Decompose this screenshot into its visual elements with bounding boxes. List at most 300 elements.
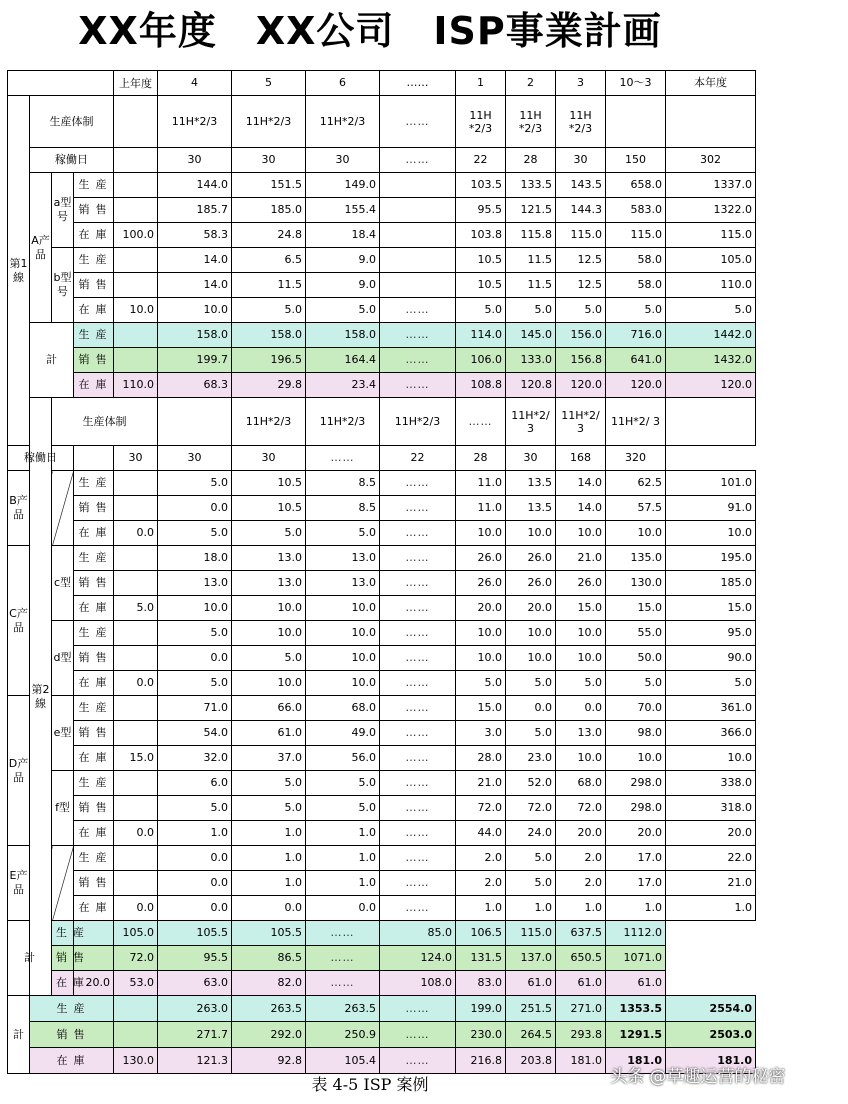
table-row — [8, 871, 756, 896]
value-cell: 0.0 — [114, 521, 158, 546]
value-cell — [114, 348, 158, 373]
value-cell — [114, 546, 158, 571]
value-cell: 164.4 — [306, 348, 380, 373]
product-b-label: B产品 — [8, 471, 30, 546]
table-row — [8, 273, 756, 298]
value-cell: …… — [380, 496, 456, 521]
kind-label: 生産 — [74, 323, 114, 348]
value-cell: 12.5 — [556, 273, 606, 298]
value-cell: 8.5 — [306, 471, 380, 496]
value-cell: 115.0 — [556, 223, 606, 248]
table-row — [8, 921, 756, 946]
table-caption: 表 4-5 ISP 案例 — [311, 1075, 429, 1094]
value-cell: 0.0 — [158, 646, 232, 671]
table-row — [8, 696, 756, 721]
days-cell: …… — [306, 446, 380, 471]
value-cell: 56.0 — [306, 746, 380, 771]
table-row — [8, 148, 756, 173]
value-cell: …… — [380, 996, 456, 1022]
value-cell — [380, 198, 456, 223]
value-cell: 11.5 — [506, 248, 556, 273]
value-cell: 137.0 — [506, 946, 556, 971]
value-cell: 5.0 — [158, 671, 232, 696]
value-cell: …… — [380, 846, 456, 871]
value-cell: …… — [380, 796, 456, 821]
value-cell: 5.0 — [506, 846, 556, 871]
value-cell: 10.0 — [506, 521, 556, 546]
value-cell: …… — [306, 946, 380, 971]
table-row — [8, 348, 756, 373]
product-c-label: C产品 — [8, 546, 30, 696]
value-cell: 5.0 — [158, 621, 232, 646]
sys-label: 生産体制 — [52, 398, 158, 446]
sys-cell — [158, 398, 232, 446]
table-row — [8, 96, 756, 148]
value-cell: 1.0 — [158, 821, 232, 846]
sys-cell: 11H*2/3 — [232, 398, 306, 446]
value-cell: 10.0 — [306, 596, 380, 621]
value-cell: 20.0 — [666, 821, 756, 846]
value-cell: 0.0 — [114, 821, 158, 846]
value-cell: 5.0 — [666, 298, 756, 323]
value-cell: …… — [380, 323, 456, 348]
value-cell: 298.0 — [606, 796, 666, 821]
kind-label: 生産 — [74, 546, 114, 571]
value-cell: 196.5 — [232, 348, 306, 373]
value-cell: 58.0 — [606, 248, 666, 273]
value-cell: 181.0 — [666, 1048, 756, 1074]
value-cell: 70.0 — [606, 696, 666, 721]
table-row — [8, 323, 756, 348]
value-cell: 1.0 — [232, 821, 306, 846]
days-cell: 30 — [232, 446, 306, 471]
value-cell: 10.0 — [556, 521, 606, 546]
value-cell: 61.0 — [232, 721, 306, 746]
value-cell: 17.0 — [606, 871, 666, 896]
value-cell: 52.0 — [506, 771, 556, 796]
value-cell: 26.0 — [506, 546, 556, 571]
value-cell: 361.0 — [666, 696, 756, 721]
value-cell: 149.0 — [306, 173, 380, 198]
value-cell: 10.0 — [666, 746, 756, 771]
days-cell: 168 — [556, 446, 606, 471]
value-cell: 293.8 — [556, 1022, 606, 1048]
table-row — [8, 596, 756, 621]
value-cell: …… — [380, 746, 456, 771]
value-cell: 23.4 — [306, 373, 380, 398]
column-header: …… — [380, 71, 456, 96]
kind-label: 生産 — [74, 173, 114, 198]
table-row — [8, 996, 756, 1022]
value-cell: 2.0 — [456, 846, 506, 871]
value-cell: 5.0 — [306, 298, 380, 323]
model-label: c型 — [52, 546, 74, 621]
value-cell: 1.0 — [606, 896, 666, 921]
value-cell: 21.0 — [666, 871, 756, 896]
value-cell: 10.0 — [158, 596, 232, 621]
value-cell: 24.8 — [232, 223, 306, 248]
value-cell: 120.0 — [666, 373, 756, 398]
value-cell — [114, 721, 158, 746]
value-cell: 1291.5 — [606, 1022, 666, 1048]
column-header: 1 — [456, 71, 506, 96]
value-cell: …… — [306, 971, 380, 996]
grand-total-label: 計 — [8, 996, 30, 1074]
value-cell: 85.0 — [380, 921, 456, 946]
value-cell: 17.0 — [606, 846, 666, 871]
value-cell: 145.0 — [506, 323, 556, 348]
value-cell: 0.0 — [158, 896, 232, 921]
value-cell: 21.0 — [556, 546, 606, 571]
table-row — [8, 896, 756, 921]
value-cell — [380, 173, 456, 198]
value-cell: 92.8 — [232, 1048, 306, 1074]
value-cell: 103.5 — [456, 173, 506, 198]
value-cell — [114, 621, 158, 646]
sys-cell: 11H*2/3 — [158, 96, 232, 148]
value-cell: 181.0 — [606, 1048, 666, 1074]
value-cell: 10.0 — [114, 298, 158, 323]
value-cell: 9.0 — [306, 273, 380, 298]
sys-cell: 11H*2/ 3 — [506, 398, 556, 446]
value-cell: 10.0 — [456, 646, 506, 671]
days-cell: 22 — [456, 148, 506, 173]
value-cell: 9.0 — [306, 248, 380, 273]
value-cell: 72.0 — [456, 796, 506, 821]
kind-label: 销售 — [74, 721, 114, 746]
table-row — [8, 1022, 756, 1048]
value-cell — [114, 323, 158, 348]
kind-label: 生産 — [74, 696, 114, 721]
value-cell: 133.0 — [506, 348, 556, 373]
value-cell: 61.0 — [606, 971, 666, 996]
days-cell: 302 — [666, 148, 756, 173]
value-cell: …… — [380, 571, 456, 596]
value-cell: 10.0 — [306, 671, 380, 696]
value-cell: 10.5 — [456, 273, 506, 298]
value-cell: 133.5 — [506, 173, 556, 198]
days-cell: 30 — [114, 446, 158, 471]
value-cell: 63.0 — [158, 971, 232, 996]
table-row — [8, 248, 756, 273]
value-cell: 95.0 — [666, 621, 756, 646]
value-cell: 0.0 — [306, 896, 380, 921]
value-cell: …… — [380, 821, 456, 846]
value-cell: 181.0 — [556, 1048, 606, 1074]
kind-label: 生産 — [74, 846, 114, 871]
value-cell: 130.0 — [114, 1048, 158, 1074]
value-cell: …… — [306, 921, 380, 946]
value-cell: 155.4 — [306, 198, 380, 223]
value-cell: 0.0 — [158, 871, 232, 896]
value-cell: 13.0 — [158, 571, 232, 596]
value-cell: 55.0 — [606, 621, 666, 646]
value-cell — [114, 871, 158, 896]
value-cell: 5.0 — [114, 596, 158, 621]
table-row — [8, 496, 756, 521]
sys-cell: 11H*2/ 3 — [606, 398, 666, 446]
column-header: 4 — [158, 71, 232, 96]
subtotal-label: 計 — [30, 323, 74, 398]
isp-plan-table — [7, 70, 756, 1074]
value-cell: 13.5 — [506, 496, 556, 521]
value-cell: 20.0 — [556, 821, 606, 846]
value-cell — [114, 796, 158, 821]
value-cell: 14.0 — [158, 273, 232, 298]
kind-label: 在庫 — [74, 596, 114, 621]
value-cell: 115.0 — [606, 223, 666, 248]
value-cell: …… — [380, 298, 456, 323]
table-row — [8, 398, 756, 446]
value-cell: 716.0 — [606, 323, 666, 348]
model-label: e型 — [52, 696, 74, 771]
value-cell: 1071.0 — [606, 946, 666, 971]
sys-cell — [666, 398, 756, 446]
column-header: 5 — [232, 71, 306, 96]
value-cell: 95.5 — [456, 198, 506, 223]
column-header: 6 — [306, 71, 380, 96]
kind-label: 在庫 — [74, 896, 114, 921]
kind-label: 销售 — [74, 571, 114, 596]
sys-label: 生産体制 — [30, 96, 114, 148]
value-cell: 5.0 — [506, 721, 556, 746]
value-cell: 0.0 — [506, 696, 556, 721]
column-header: 上年度 — [114, 71, 158, 96]
value-cell: 264.5 — [506, 1022, 556, 1048]
value-cell: 21.0 — [456, 771, 506, 796]
table-row — [8, 373, 756, 398]
value-cell: 10.0 — [456, 521, 506, 546]
value-cell: 10.5 — [232, 471, 306, 496]
column-header: 3 — [556, 71, 606, 96]
value-cell: 121.5 — [506, 198, 556, 223]
value-cell: …… — [380, 621, 456, 646]
kind-label: 生産 — [52, 921, 74, 946]
product-d-label: D产品 — [8, 696, 30, 846]
value-cell: 0.0 — [232, 896, 306, 921]
value-cell: 121.3 — [158, 1048, 232, 1074]
value-cell: 68.3 — [158, 373, 232, 398]
table-row — [8, 521, 756, 546]
value-cell: 1.0 — [666, 896, 756, 921]
value-cell: …… — [380, 896, 456, 921]
value-cell — [114, 771, 158, 796]
value-cell: 15.0 — [456, 696, 506, 721]
table-row — [8, 298, 756, 323]
value-cell: …… — [380, 646, 456, 671]
value-cell: 71.0 — [158, 696, 232, 721]
table-row — [8, 546, 756, 571]
value-cell: 24.0 — [506, 821, 556, 846]
value-cell: 120.0 — [556, 373, 606, 398]
value-cell: 5.0 — [456, 298, 506, 323]
table-body — [8, 71, 756, 1074]
table-row — [8, 846, 756, 871]
value-cell: 338.0 — [666, 771, 756, 796]
value-cell: 641.0 — [606, 348, 666, 373]
value-cell: 1.0 — [232, 871, 306, 896]
sys-cell: …… — [456, 398, 506, 446]
value-cell — [114, 696, 158, 721]
value-cell: …… — [380, 521, 456, 546]
value-cell: 10.0 — [306, 646, 380, 671]
value-cell: …… — [380, 596, 456, 621]
value-cell: 199.0 — [456, 996, 506, 1022]
value-cell: 2.0 — [556, 846, 606, 871]
value-cell: 10.0 — [556, 646, 606, 671]
value-cell: 61.0 — [556, 971, 606, 996]
value-cell: 5.0 — [306, 521, 380, 546]
line2-label: 第2線 — [30, 398, 52, 996]
value-cell: 110.0 — [114, 373, 158, 398]
value-cell: 110.0 — [666, 273, 756, 298]
value-cell: 5.0 — [506, 671, 556, 696]
kind-label: 销售 — [74, 646, 114, 671]
table-row — [8, 471, 756, 496]
value-cell: 72.0 — [556, 796, 606, 821]
value-cell: …… — [380, 546, 456, 571]
value-cell — [114, 248, 158, 273]
value-cell: 1337.0 — [666, 173, 756, 198]
value-cell: 105.5 — [232, 921, 306, 946]
days-cell: …… — [380, 148, 456, 173]
value-cell: 108.0 — [380, 971, 456, 996]
value-cell: 8.5 — [306, 496, 380, 521]
model-label: b型号 — [52, 248, 74, 323]
value-cell: 13.0 — [232, 546, 306, 571]
value-cell: 20.0 — [606, 821, 666, 846]
value-cell: 156.8 — [556, 348, 606, 373]
value-cell: 318.0 — [666, 796, 756, 821]
value-cell: 216.8 — [456, 1048, 506, 1074]
value-cell: 1322.0 — [666, 198, 756, 223]
value-cell: 5.0 — [232, 298, 306, 323]
days-cell: 150 — [606, 148, 666, 173]
days-label: 稼働日 — [30, 148, 114, 173]
value-cell — [114, 1022, 158, 1048]
days-cell: 22 — [380, 446, 456, 471]
model-label: f型 — [52, 771, 74, 846]
value-cell: 135.0 — [606, 546, 666, 571]
value-cell — [114, 173, 158, 198]
value-cell: 66.0 — [232, 696, 306, 721]
value-cell: 95.5 — [158, 946, 232, 971]
table-row — [8, 173, 756, 198]
sys-cell: 11H *2/3 — [556, 96, 606, 148]
value-cell: 108.8 — [456, 373, 506, 398]
diagonal-cell — [52, 846, 74, 921]
value-cell: 156.0 — [556, 323, 606, 348]
value-cell: 0.0 — [114, 896, 158, 921]
value-cell: 5.0 — [306, 771, 380, 796]
kind-label: 在庫 — [74, 521, 114, 546]
value-cell: 143.5 — [556, 173, 606, 198]
kind-label: 在庫 — [74, 223, 114, 248]
value-cell: 11.0 — [456, 471, 506, 496]
value-cell: 13.0 — [306, 571, 380, 596]
value-cell: 366.0 — [666, 721, 756, 746]
value-cell — [114, 471, 158, 496]
value-cell: 68.0 — [306, 696, 380, 721]
value-cell: 72.0 — [506, 796, 556, 821]
table-row — [8, 821, 756, 846]
value-cell: 105.5 — [158, 921, 232, 946]
watermark: 头条 @草趣运营的秘密 — [610, 1067, 786, 1087]
value-cell — [380, 223, 456, 248]
kind-label: 销售 — [30, 1022, 114, 1048]
value-cell: 11.5 — [232, 273, 306, 298]
value-cell: 1353.5 — [606, 996, 666, 1022]
table-row — [8, 671, 756, 696]
value-cell: 106.5 — [456, 921, 506, 946]
value-cell: 49.0 — [306, 721, 380, 746]
subtotal-label: 計 — [8, 921, 52, 996]
kind-label: 生産 — [74, 621, 114, 646]
column-header: 10～3 — [606, 71, 666, 96]
value-cell: 5.0 — [606, 671, 666, 696]
sys-cell — [114, 96, 158, 148]
value-cell: 5.0 — [556, 298, 606, 323]
value-cell: 26.0 — [456, 546, 506, 571]
days-cell: 28 — [456, 446, 506, 471]
value-cell: …… — [380, 721, 456, 746]
value-cell: 158.0 — [158, 323, 232, 348]
value-cell: 20.0 — [456, 596, 506, 621]
kind-label: 生産 — [30, 996, 114, 1022]
value-cell: 5.0 — [232, 646, 306, 671]
kind-label: 在庫 — [74, 373, 114, 398]
value-cell — [114, 571, 158, 596]
value-cell: 650.5 — [556, 946, 606, 971]
value-cell: 5.0 — [606, 298, 666, 323]
sys-cell: 11H*2/ 3 — [556, 398, 606, 446]
value-cell — [114, 646, 158, 671]
value-cell: 658.0 — [606, 173, 666, 198]
value-cell: 1442.0 — [666, 323, 756, 348]
value-cell: 37.0 — [232, 746, 306, 771]
value-cell: 61.0 — [506, 971, 556, 996]
header-blank — [8, 71, 114, 96]
value-cell: 26.0 — [456, 571, 506, 596]
sys-cell: 11H*2/3 — [232, 96, 306, 148]
value-cell: 10.0 — [606, 521, 666, 546]
value-cell: 10.0 — [158, 298, 232, 323]
value-cell: 199.7 — [158, 348, 232, 373]
value-cell: 5.0 — [232, 771, 306, 796]
value-cell: 203.8 — [506, 1048, 556, 1074]
value-cell: …… — [380, 671, 456, 696]
kind-label: 在庫 — [30, 1048, 114, 1074]
value-cell: 5.0 — [232, 521, 306, 546]
value-cell: …… — [380, 871, 456, 896]
value-cell: …… — [380, 348, 456, 373]
value-cell: 637.5 — [556, 921, 606, 946]
value-cell — [114, 273, 158, 298]
kind-label: 在庫 — [74, 671, 114, 696]
value-cell: 0.0 — [158, 846, 232, 871]
product-a-label: A产品 — [30, 173, 52, 323]
value-cell: 14.0 — [556, 471, 606, 496]
value-cell: 82.0 — [232, 971, 306, 996]
value-cell: 12.5 — [556, 248, 606, 273]
kind-label: 在庫 — [74, 746, 114, 771]
value-cell: 151.5 — [232, 173, 306, 198]
value-cell: 13.5 — [506, 471, 556, 496]
value-cell: 10.0 — [232, 671, 306, 696]
value-cell: …… — [380, 696, 456, 721]
value-cell: 15.0 — [606, 596, 666, 621]
days-cell: 30 — [506, 446, 556, 471]
